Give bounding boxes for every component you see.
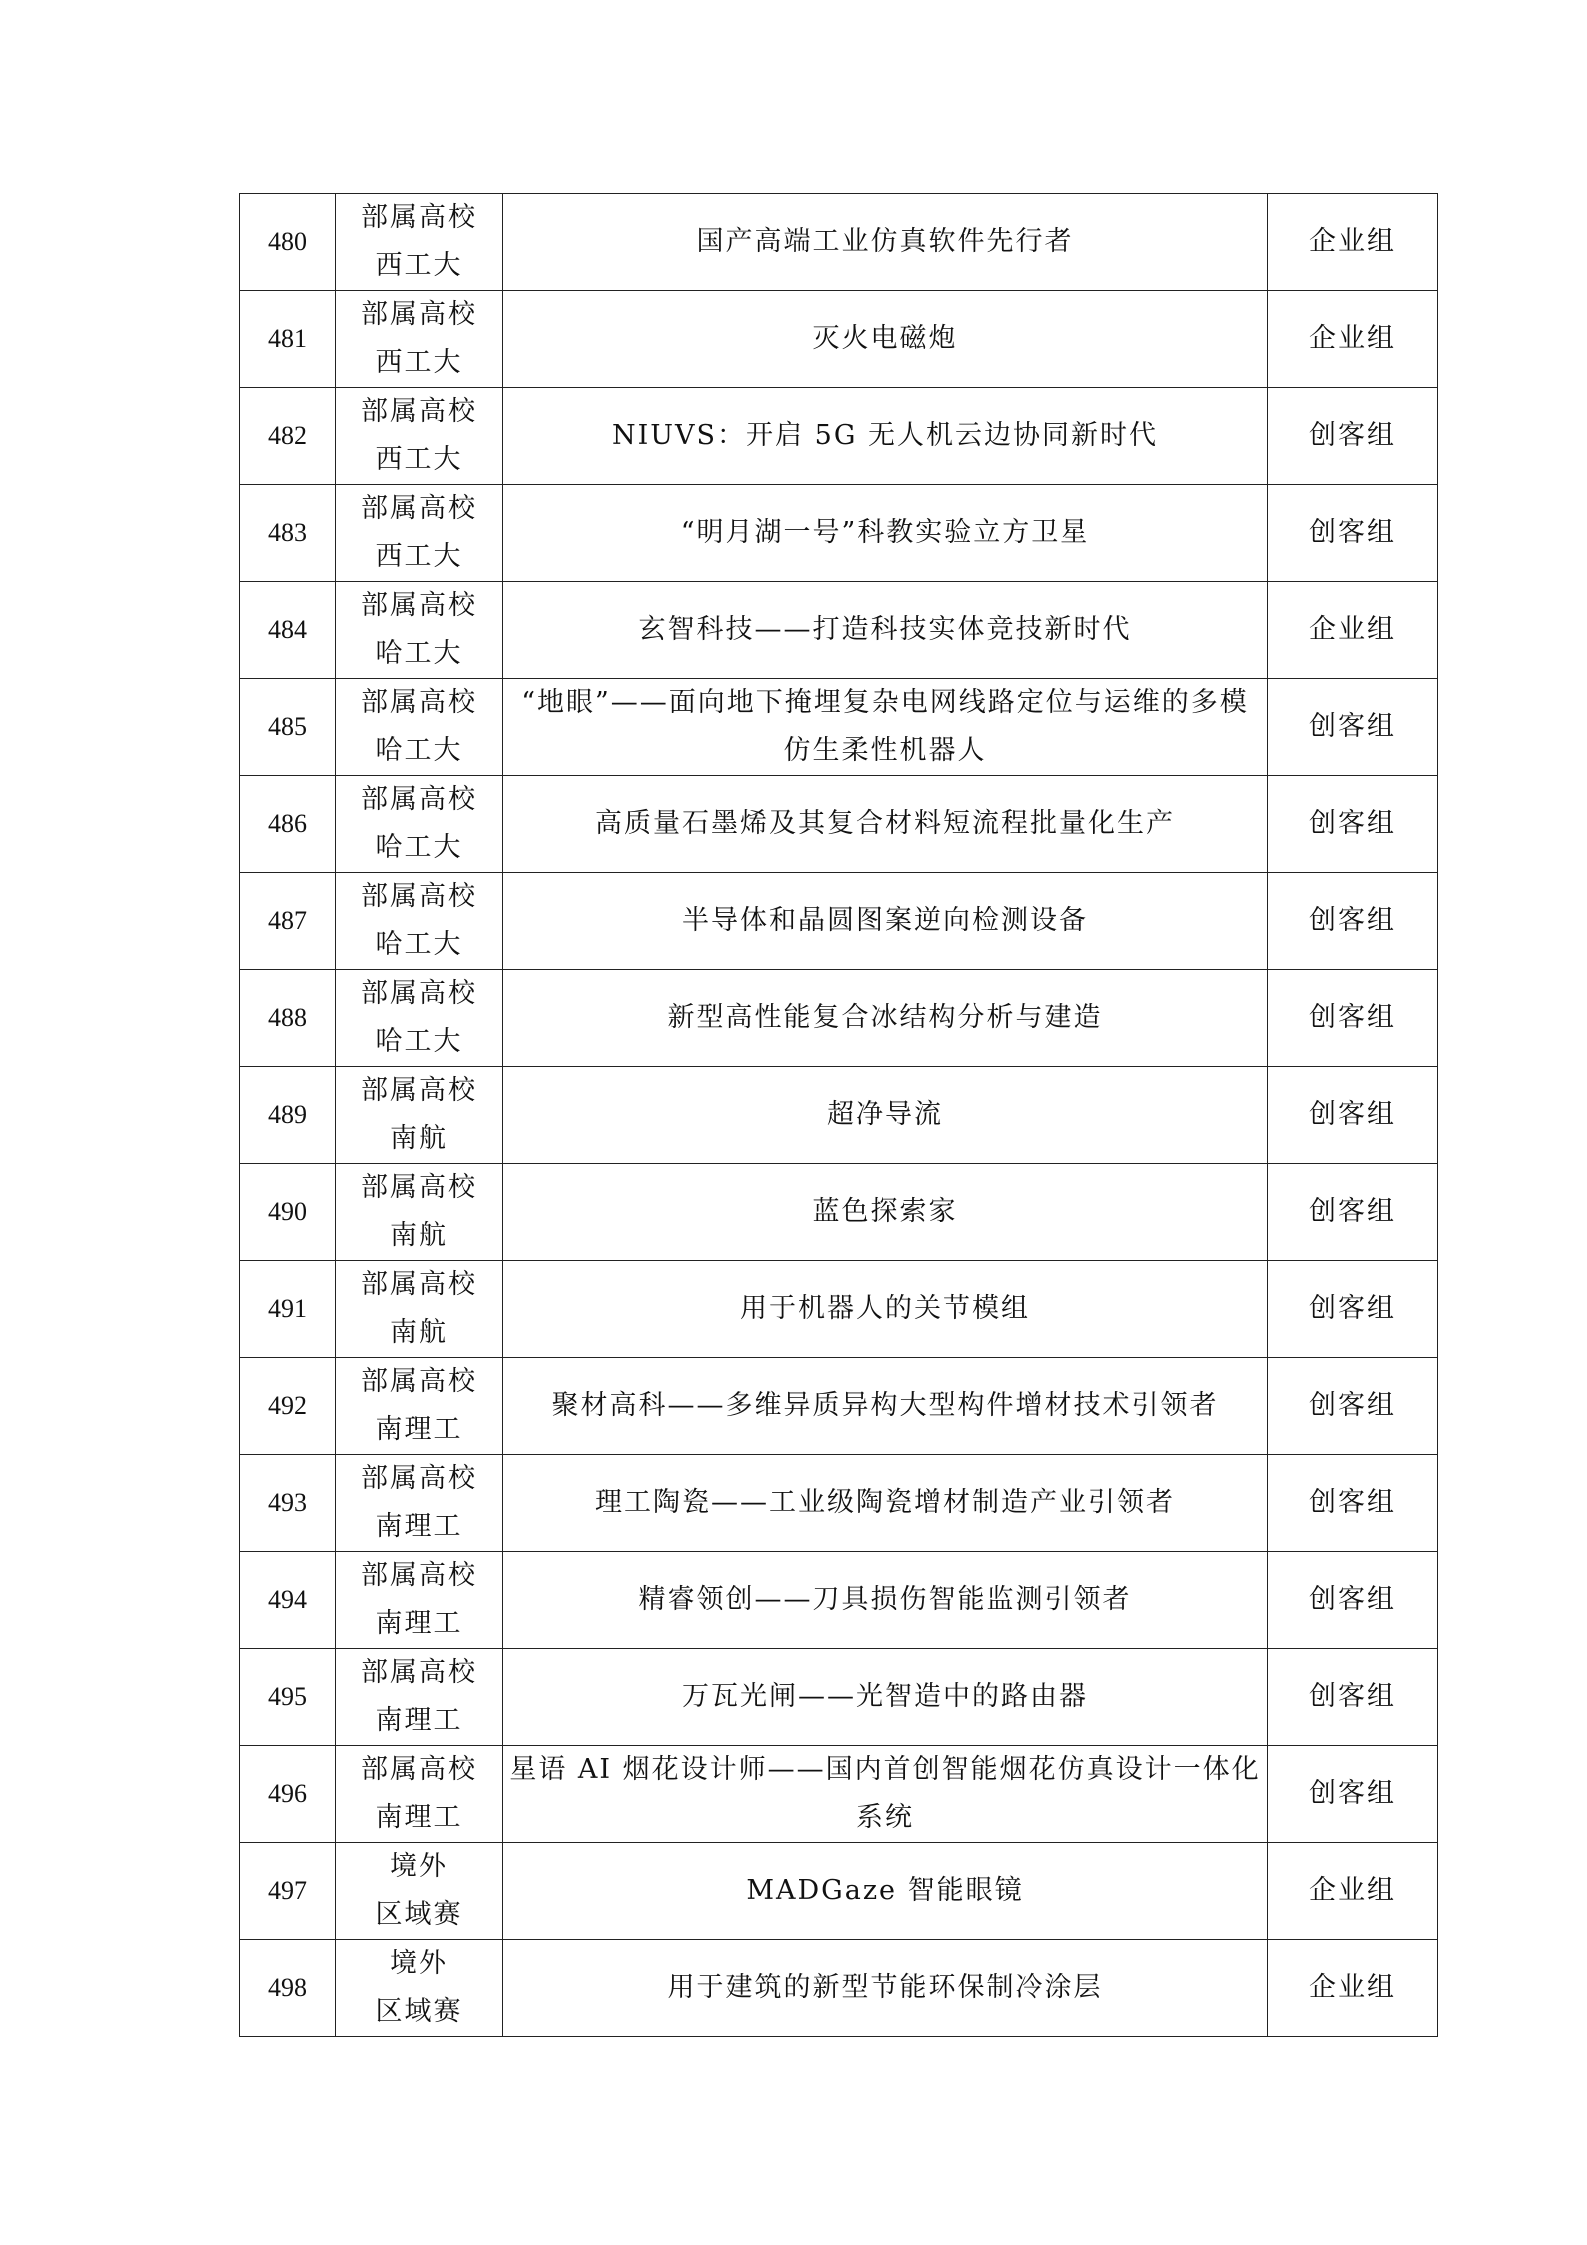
region-category: 部属高校 [361,1172,477,1203]
region-name: 南理工 [375,1511,463,1542]
table-row [240,1067,1438,1164]
table-row [240,1552,1438,1649]
region-name: 南理工 [375,1608,463,1639]
group-type: 创客组 [1268,873,1438,970]
region-cell [336,776,503,873]
region-category: 部属高校 [361,1366,477,1397]
group-type: 创客组 [1268,485,1438,582]
row-number: 494 [240,1552,336,1649]
table-row [240,1746,1438,1843]
region-category: 部属高校 [361,784,477,815]
table-body [240,194,1438,2037]
region-cell [336,582,503,679]
region-category: 部属高校 [361,1075,477,1106]
table-row [240,1843,1438,1940]
region-name: 哈工大 [375,735,463,766]
region-cell [336,1552,503,1649]
row-number: 488 [240,970,336,1067]
row-number: 486 [240,776,336,873]
table-row [240,970,1438,1067]
group-type: 创客组 [1268,1164,1438,1261]
project-name: 精睿领创——刀具损伤智能监测引领者 [503,1552,1268,1649]
region-name: 区域赛 [375,1996,463,2027]
group-type: 创客组 [1268,1261,1438,1358]
region-name: 西工大 [375,250,463,281]
row-number: 484 [240,582,336,679]
table-row [240,1358,1438,1455]
region-name: 南航 [390,1220,448,1251]
region-cell [336,485,503,582]
region-category: 部属高校 [361,1657,477,1688]
region-category: 部属高校 [361,881,477,912]
project-name: 半导体和晶圆图案逆向检测设备 [503,873,1268,970]
table-row [240,776,1438,873]
row-number: 482 [240,388,336,485]
table-row [240,1164,1438,1261]
group-type: 创客组 [1268,1358,1438,1455]
row-number: 497 [240,1843,336,1940]
region-cell [336,1261,503,1358]
region-category: 部属高校 [361,202,477,233]
region-cell [336,291,503,388]
project-name: MADGaze 智能眼镜 [503,1843,1268,1940]
project-name: 高质量石墨烯及其复合材料短流程批量化生产 [503,776,1268,873]
table-row [240,1649,1438,1746]
group-type: 企业组 [1268,1843,1438,1940]
row-number: 492 [240,1358,336,1455]
region-name: 区域赛 [375,1899,463,1930]
group-type: 创客组 [1268,1649,1438,1746]
row-number: 487 [240,873,336,970]
row-number: 495 [240,1649,336,1746]
table-row [240,291,1438,388]
region-category: 部属高校 [361,1463,477,1494]
project-name: 灭火电磁炮 [503,291,1268,388]
region-name: 哈工大 [375,832,463,863]
region-name: 南理工 [375,1705,463,1736]
project-name: 新型高性能复合冰结构分析与建造 [503,970,1268,1067]
project-name: 理工陶瓷——工业级陶瓷增材制造产业引领者 [503,1455,1268,1552]
region-category: 境外 [390,1851,448,1882]
region-category: 部属高校 [361,299,477,330]
project-name: 蓝色探索家 [503,1164,1268,1261]
table-row [240,194,1438,291]
region-cell [336,1455,503,1552]
region-name: 南理工 [375,1802,463,1833]
project-table [239,193,1438,2037]
region-category: 部属高校 [361,396,477,427]
table-row [240,679,1438,776]
row-number: 493 [240,1455,336,1552]
row-number: 485 [240,679,336,776]
project-name: “地眼”——面向地下掩埋复杂电网线路定位与运维的多模仿生柔性机器人 [503,679,1268,776]
table-row [240,1261,1438,1358]
region-cell [336,194,503,291]
region-category: 境外 [390,1948,448,1979]
project-name: 用于建筑的新型节能环保制冷涂层 [503,1940,1268,2037]
region-cell [336,1746,503,1843]
region-cell [336,1067,503,1164]
region-name: 南理工 [375,1414,463,1445]
region-cell [336,970,503,1067]
group-type: 创客组 [1268,388,1438,485]
project-name: 星语 AI 烟花设计师——国内首创智能烟花仿真设计一体化系统 [503,1746,1268,1843]
group-type: 企业组 [1268,582,1438,679]
project-name: NIUVS：开启 5G 无人机云边协同新时代 [503,388,1268,485]
group-type: 创客组 [1268,1067,1438,1164]
row-number: 496 [240,1746,336,1843]
region-name: 西工大 [375,444,463,475]
region-category: 部属高校 [361,687,477,718]
group-type: 创客组 [1268,1455,1438,1552]
project-name: “明月湖一号”科教实验立方卫星 [503,485,1268,582]
project-name: 国产高端工业仿真软件先行者 [503,194,1268,291]
row-number: 498 [240,1940,336,2037]
region-cell [336,1358,503,1455]
region-cell [336,1649,503,1746]
row-number: 489 [240,1067,336,1164]
group-type: 创客组 [1268,1552,1438,1649]
region-cell [336,1940,503,2037]
group-type: 企业组 [1268,194,1438,291]
table-row [240,582,1438,679]
region-name: 南航 [390,1317,448,1348]
table-row [240,485,1438,582]
region-cell [336,388,503,485]
row-number: 483 [240,485,336,582]
region-category: 部属高校 [361,1269,477,1300]
region-cell [336,1164,503,1261]
region-cell [336,1843,503,1940]
table-row [240,1940,1438,2037]
region-name: 哈工大 [375,638,463,669]
table-row [240,1455,1438,1552]
project-name: 玄智科技——打造科技实体竞技新时代 [503,582,1268,679]
table-row [240,388,1438,485]
region-name: 哈工大 [375,929,463,960]
row-number: 491 [240,1261,336,1358]
table-row [240,873,1438,970]
group-type: 创客组 [1268,679,1438,776]
project-name: 用于机器人的关节模组 [503,1261,1268,1358]
group-type: 创客组 [1268,1746,1438,1843]
region-category: 部属高校 [361,590,477,621]
region-cell [336,873,503,970]
region-name: 南航 [390,1123,448,1154]
project-name: 聚材高科——多维异质异构大型构件增材技术引领者 [503,1358,1268,1455]
row-number: 490 [240,1164,336,1261]
project-name: 万瓦光闸——光智造中的路由器 [503,1649,1268,1746]
region-cell [336,679,503,776]
region-category: 部属高校 [361,1754,477,1785]
region-name: 西工大 [375,541,463,572]
group-type: 企业组 [1268,1940,1438,2037]
group-type: 创客组 [1268,776,1438,873]
row-number: 480 [240,194,336,291]
region-name: 哈工大 [375,1026,463,1057]
group-type: 企业组 [1268,291,1438,388]
region-category: 部属高校 [361,978,477,1009]
region-name: 西工大 [375,347,463,378]
row-number: 481 [240,291,336,388]
group-type: 创客组 [1268,970,1438,1067]
region-category: 部属高校 [361,1560,477,1591]
region-category: 部属高校 [361,493,477,524]
project-name: 超净导流 [503,1067,1268,1164]
